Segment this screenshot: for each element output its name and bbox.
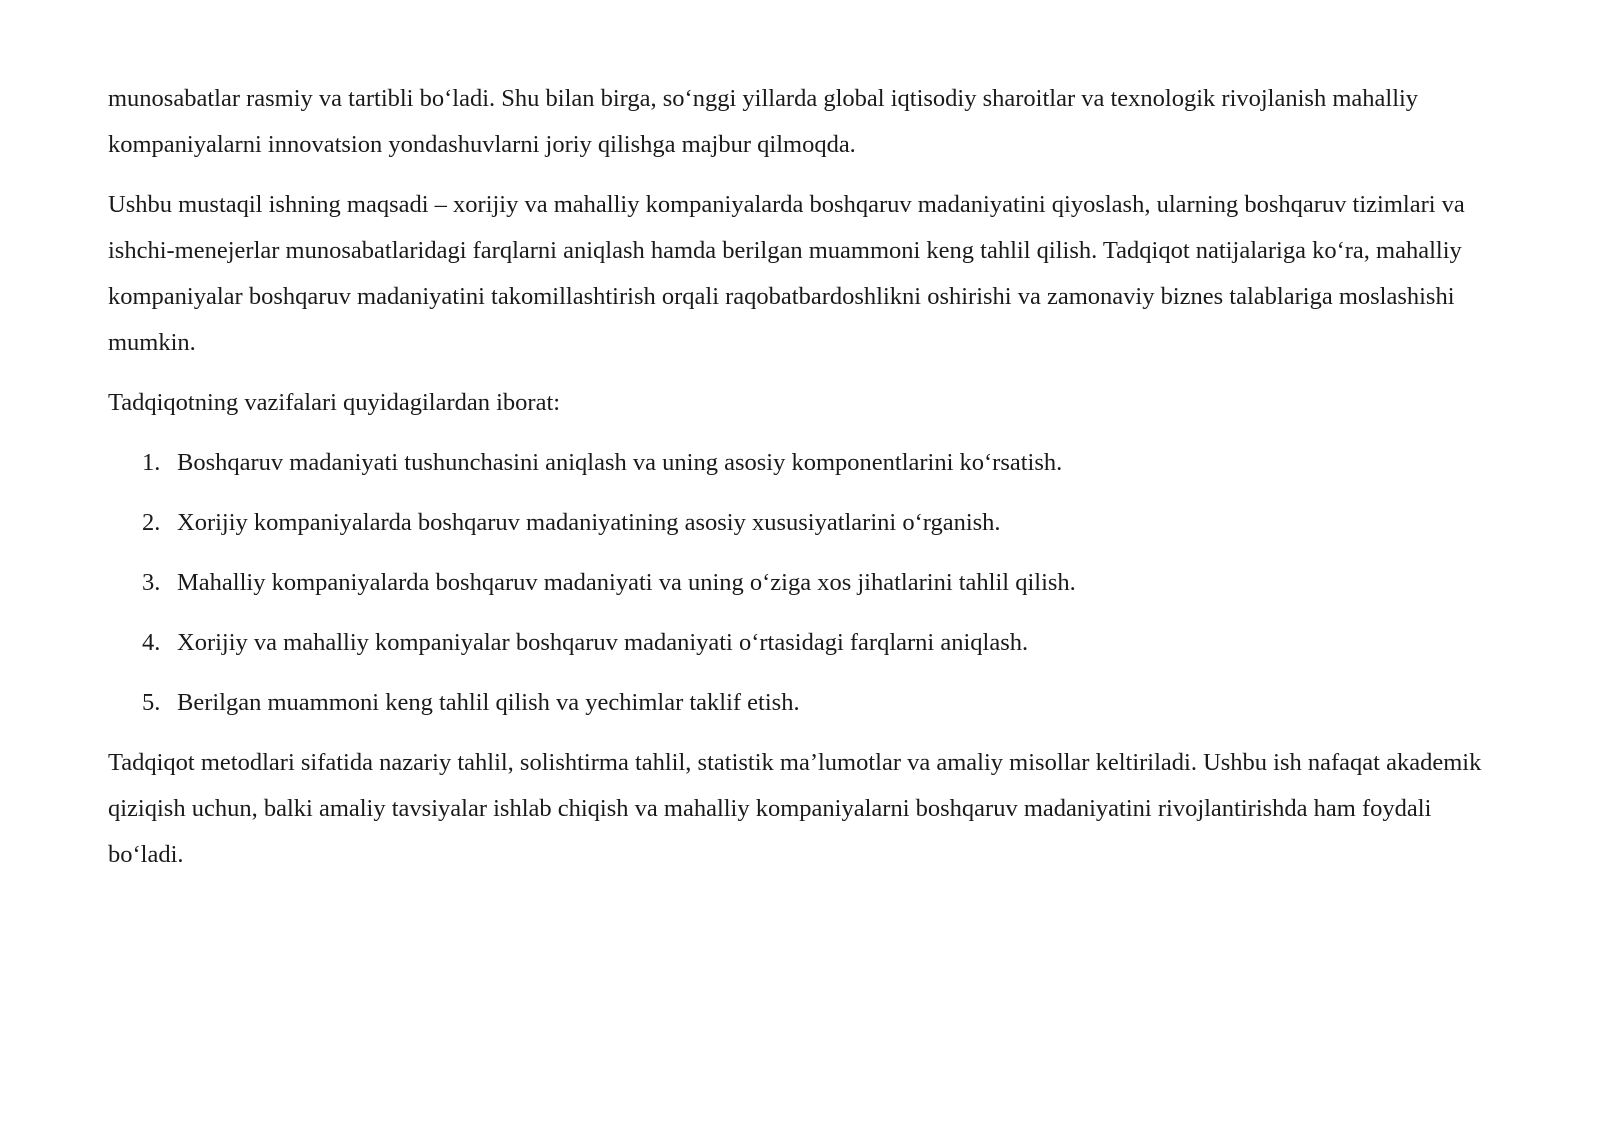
tasks-list: [108, 440, 1508, 726]
document-body: [108, 76, 1508, 892]
list-item-number: 3.: [142, 569, 161, 596]
list-item: [108, 680, 1508, 726]
list-item-text: Xorijiy kompaniyalarda boshqaruv madaniyatining asosiy xususiyatlarini o‘rganish.: [177, 509, 1001, 536]
list-item-text: Berilgan muammoni keng tahlil qilish va yechimlar taklif etish.: [177, 689, 800, 716]
paragraph-goal: Ushbu mustaqil ishning maqsadi – xorijiy va mahalliy kompaniyalarda boshqaruv madaniyatini qiyoslash, ularning boshqaruv tizimlari va ishchi-menejerlar munosabatlaridagi farqlarni aniqlash hamda berilgan muammoni keng tahlil qilish. Tadqiqot natijalariga ko‘ra, mahalliy kompaniyalar boshqaruv madaniyatini takomillashtirish orqali raqobatbardoshlikni oshirishi va zamonaviy biznes talablariga moslashishi mumkin.: [108, 191, 1465, 356]
list-item: [108, 500, 1508, 546]
list-item-number: 4.: [142, 629, 161, 656]
list-item-text: Boshqaruv madaniyati tushunchasini aniqlash va uning asosiy komponentlarini ko‘rsatish.: [177, 449, 1063, 476]
list-item-text: Xorijiy va mahalliy kompaniyalar boshqaruv madaniyati o‘rtasidagi farqlarni aniqlash.: [177, 629, 1029, 656]
list-item: [108, 440, 1508, 486]
list-item-number: 5.: [142, 689, 161, 716]
paragraph-methods: Tadqiqot metodlari sifatida nazariy tahlil, solishtirma tahlil, statistik ma’lumotlar va amaliy misollar keltiriladi. Ushbu ish nafaqat akademik qiziqish uchun, balki amaliy tavsiyalar ishlab chiqish va mahalliy kompaniyalarni boshqaruv madaniyatini rivojlantirishda ham foydali bo‘ladi.: [108, 749, 1482, 868]
paragraph-intro-end: munosabatlar rasmiy va tartibli bo‘ladi. Shu bilan birga, so‘nggi yillarda global iqtisodiy sharoitlar va texnologik rivojlanish mahalliy kompaniyalarni innovatsion yondashuvlarni joriy qilishga majbur qilmoqda.: [108, 85, 1419, 158]
list-item-text: Mahalliy kompaniyalarda boshqaruv madaniyati va uning o‘ziga xos jihatlarini tahlil qilish.: [177, 569, 1076, 596]
list-item-number: 1.: [142, 449, 161, 476]
list-item: [108, 560, 1508, 606]
list-item: [108, 620, 1508, 666]
tasks-heading: Tadqiqotning vazifalari quyidagilardan iborat:: [108, 389, 561, 416]
list-item-number: 2.: [142, 509, 161, 536]
